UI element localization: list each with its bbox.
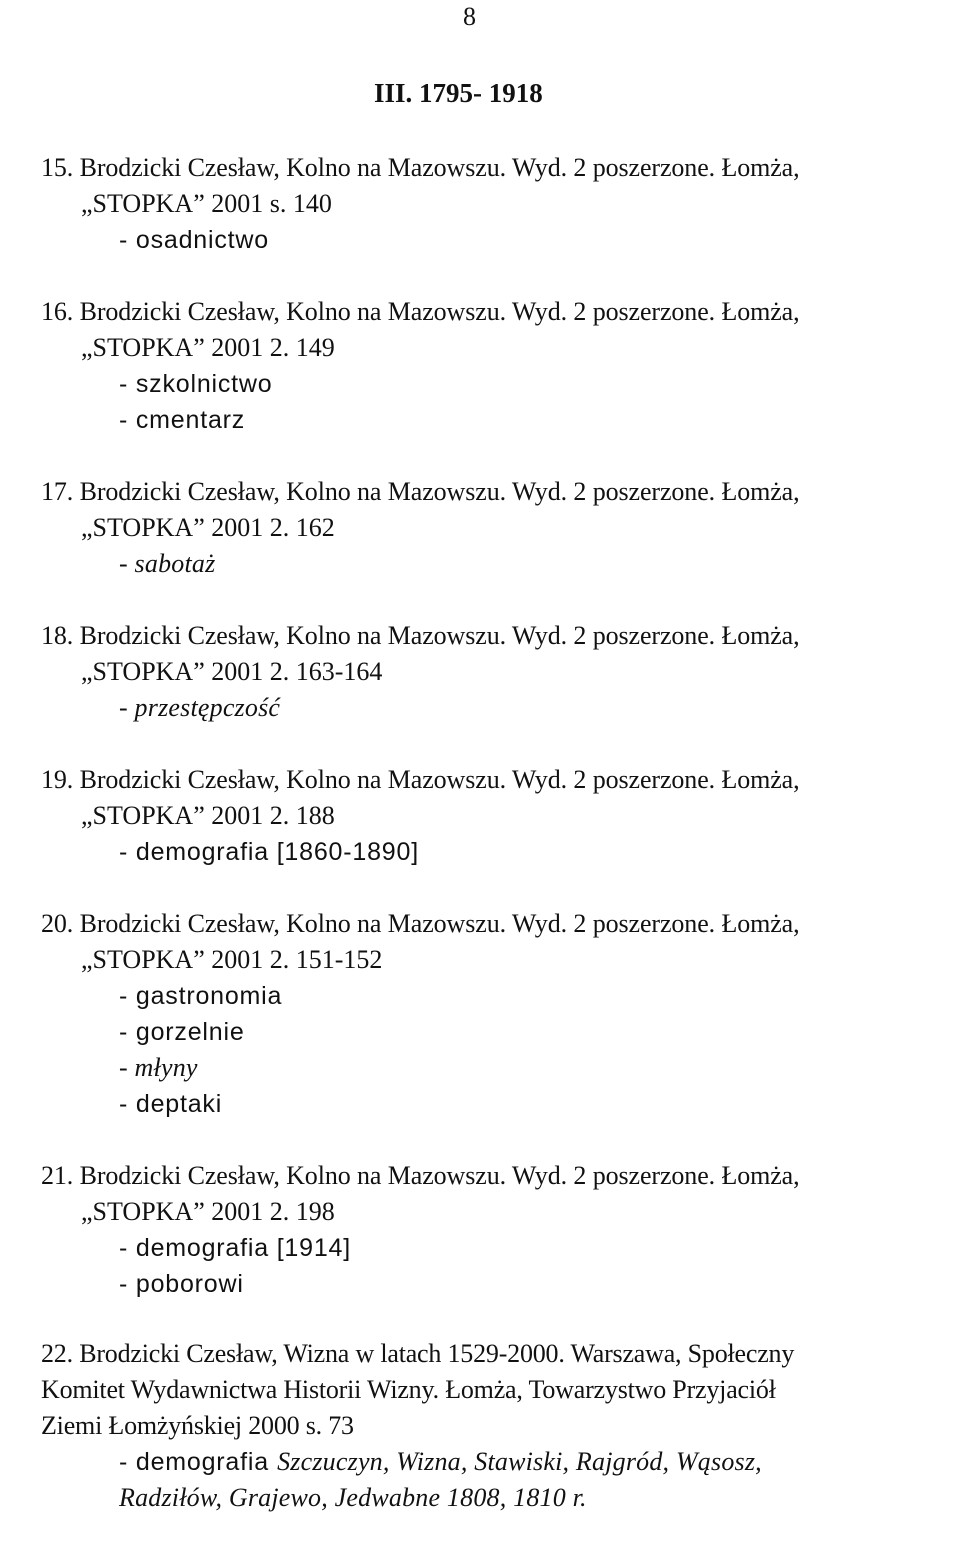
entry-subject-tag: - gastronomia	[119, 982, 283, 1010]
entry-subject-tag: - gorzelnie	[119, 1018, 245, 1046]
bibliography-entry	[41, 150, 959, 258]
entry-subject-tag: - przestępczość	[119, 693, 281, 722]
entry-subject-tag: - sabotaż	[119, 549, 216, 578]
page-number: 8	[463, 2, 476, 31]
entry-citation-line: 16. Brodzicki Czesław, Kolno na Mazowszu. Wyd. 2 poszerzone. Łomża,	[41, 297, 800, 326]
entry-subject-tag: - szkolnictwo	[119, 370, 273, 398]
entry-subject-tag: - deptaki	[119, 1090, 223, 1118]
bibliography-entry	[41, 906, 959, 1122]
bibliography-entry	[41, 618, 959, 726]
entry-citation-line: 22. Brodzicki Czesław, Wizna w latach 1529-2000. Warszawa, Społeczny	[41, 1339, 795, 1368]
bibliography-list	[41, 150, 959, 1552]
entry-publisher-line: Ziemi Łomżyńskiej 2000 s. 73	[41, 1411, 354, 1440]
entry-citation-line: 17. Brodzicki Czesław, Kolno na Mazowszu. Wyd. 2 poszerzone. Łomża,	[41, 477, 800, 506]
entry-subject-tag: - demografia [1914]	[119, 1234, 351, 1262]
subject-prefix: - demografia	[119, 1448, 269, 1476]
entry-publisher-line: „STOPKA” 2001 2. 188	[81, 801, 335, 830]
entry-citation-line: 18. Brodzicki Czesław, Kolno na Mazowszu. Wyd. 2 poszerzone. Łomża,	[41, 621, 800, 650]
entry-subject-tag: - osadnictwo	[119, 226, 269, 254]
entry-subject-tag	[41, 1444, 959, 1480]
section-title: III. 1795- 1918	[374, 78, 543, 108]
entry-publisher-line: „STOPKA” 2001 2. 151-152	[81, 945, 383, 974]
entry-publisher-line: „STOPKA” 2001 s. 140	[81, 189, 332, 218]
entry-subject-tag: - młyny	[119, 1053, 198, 1082]
bibliography-entry	[41, 474, 959, 582]
entry-publisher-line: „STOPKA” 2001 2. 149	[81, 333, 335, 362]
entry-citation-line: 20. Brodzicki Czesław, Kolno na Mazowszu. Wyd. 2 poszerzone. Łomża,	[41, 909, 800, 938]
entry-subject-tag: - cmentarz	[119, 406, 246, 434]
entry-publisher-line: „STOPKA” 2001 2. 162	[81, 513, 335, 542]
entry-citation-line: 21. Brodzicki Czesław, Kolno na Mazowszu. Wyd. 2 poszerzone. Łomża,	[41, 1161, 800, 1190]
bibliography-entry	[41, 294, 959, 438]
entry-subject-tag: Radziłów, Grajewo, Jedwabne 1808, 1810 r.	[119, 1483, 587, 1512]
subject-places: Szczuczyn, Wizna, Stawiski, Rajgród, Wąsosz,	[277, 1447, 762, 1476]
bibliography-entry	[41, 762, 959, 870]
entry-publisher-line: „STOPKA” 2001 2. 198	[81, 1197, 335, 1226]
entry-publisher-line: „STOPKA” 2001 2. 163-164	[81, 657, 383, 686]
bibliography-entry	[41, 1158, 959, 1302]
entry-subject-tag: - demografia [1860-1890]	[119, 838, 419, 866]
bibliography-entry	[41, 1336, 959, 1516]
entry-citation-line: 19. Brodzicki Czesław, Kolno na Mazowszu. Wyd. 2 poszerzone. Łomża,	[41, 765, 800, 794]
entry-publisher-line: Komitet Wydawnictwa Historii Wizny. Łomża, Towarzystwo Przyjaciół	[41, 1375, 776, 1404]
entry-subject-tag: - poborowi	[119, 1270, 244, 1298]
entry-citation-line: 15. Brodzicki Czesław, Kolno na Mazowszu. Wyd. 2 poszerzone. Łomża,	[41, 153, 800, 182]
